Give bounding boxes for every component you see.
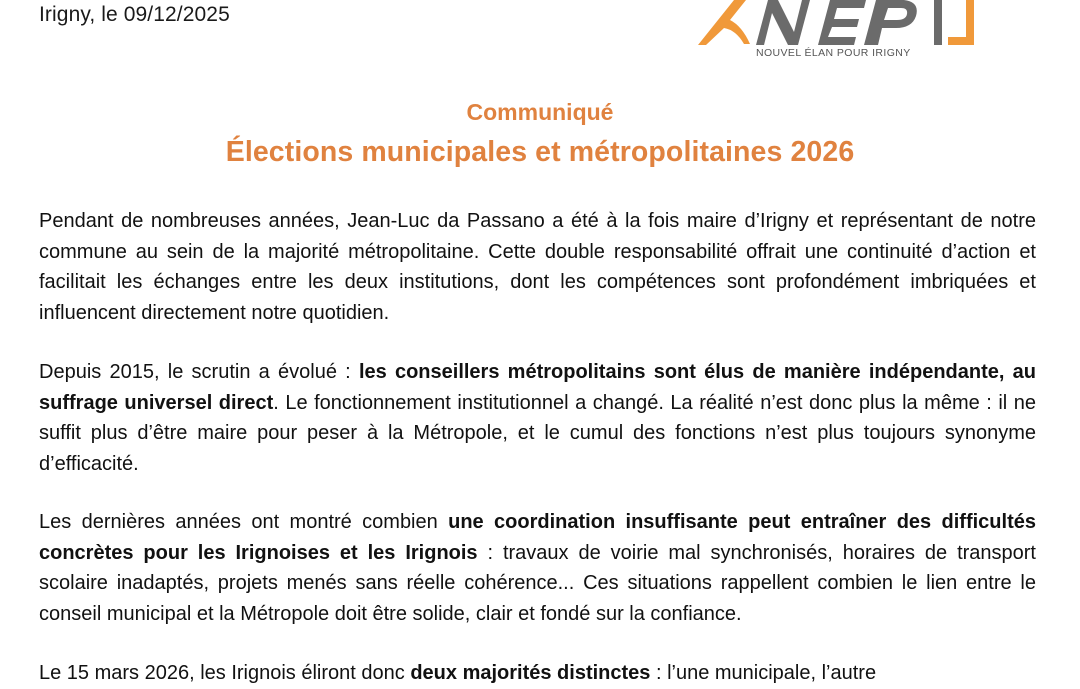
document-headline: Élections municipales et métropolitaines 2026 — [225, 136, 855, 168]
paragraph-3 — [39, 507, 1036, 629]
logo-letter-i — [934, 0, 942, 45]
paragraph-1-text: Pendant de nombreuses années, Jean-Luc da Passano a été à la fois maire d’Irigny et représentant de notre commune au sein de la majorité métropolitaine. Cette double responsabilité offrait une continuité d’action et facilitait les échanges entre les deux institutions, dont les compétences sont profondément imbriquées et influencent directement notre quotidien. — [39, 210, 1036, 324]
paragraph-2 — [39, 357, 1036, 479]
nepi-logo — [694, 0, 1034, 62]
paragraph-2-emphasis: les conseillers métropolitains sont élus de manière indépendante, au suffrage universel direct — [39, 361, 1036, 414]
paragraph-3-text-b: : travaux de voirie mal synchronisés, horaires de transport scolaire inadaptés, projets menés sans réelle cohérence... Ces situations rappellent combien le lien entre le conseil municipal et la Métropole doit être solide, clair et fondé sur la confiance. — [39, 541, 1036, 625]
nepi-logo-mark — [694, 0, 1034, 50]
paragraph-3-emphasis: une coordination insuffisante peut entraîner des difficultés concrètes pour les Irignoises et les Irignois — [39, 511, 1036, 564]
paragraph-1 — [39, 206, 1036, 328]
paragraph-2-text-a: Depuis 2015, le scrutin a évolué : — [39, 361, 359, 383]
logo-letter-e — [818, 0, 866, 45]
logo-tagline: NOUVEL ÉLAN POUR IRIGNY — [756, 47, 911, 59]
paragraph-2-text-b: . Le fonctionnement institutionnel a changé. La réalité n’est donc plus la même : il ne suffit plus d’être maire pour peser à la Métropole, et le cumul des fonctions n’est plus toujours synonyme d’efficacité. — [39, 391, 1036, 475]
date-line: Irigny, le 09/12/2025 — [39, 3, 230, 26]
paragraph-4-text-b: : l’une municipale, l’autre — [650, 662, 877, 684]
paragraph-4-emphasis: deux majorités distinctes — [410, 662, 651, 684]
logo-letter-p — [864, 0, 917, 45]
paragraph-4 — [39, 658, 1036, 689]
paragraph-3-text-a: Les dernières années ont montré combien — [39, 511, 449, 533]
logo-bracket-icon — [948, 0, 974, 45]
paragraph-4-text-a: Le 15 mars 2026, les Irignois éliront donc — [39, 662, 411, 684]
logo-letter-n — [756, 0, 810, 45]
document-kicker: Communiqué — [466, 99, 614, 125]
logo-runner-icon — [698, 0, 750, 45]
